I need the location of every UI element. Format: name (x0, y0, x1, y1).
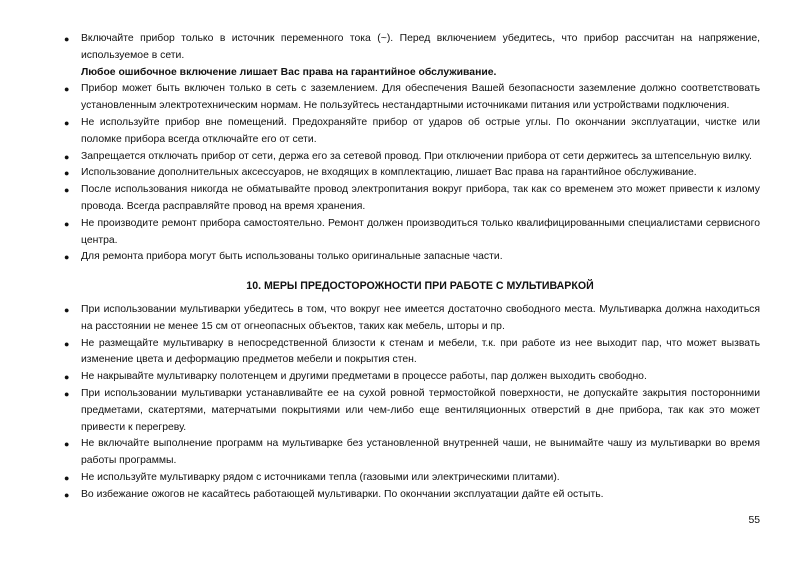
bullet-icon: ● (64, 84, 70, 95)
safety-list (0, 31, 800, 266)
bullet-icon: ● (64, 338, 70, 349)
section-heading: 10. МЕРЫ ПРЕДОСТОРОЖНОСТИ ПРИ РАБОТЕ С МУЛЬТИВАРКОЙ (246, 280, 594, 292)
bullet-icon: ● (64, 117, 70, 128)
list-item-text: При использовании мультиварки убедитесь в том, что вокруг нее имеется достаточно свободного места. Мультиварка должна находиться на расстоянии не менее 15 см от огнеопасных объектов, таких как мебель, шторы и пр. (81, 304, 760, 332)
bullet-icon: ● (64, 388, 70, 399)
bullet-icon: ● (64, 305, 70, 315)
list-item (0, 115, 800, 149)
list-item-text: Не используйте прибор вне помещений. Предохраняйте прибор от ударов об острые углы. По окончании эксплуатации, чистке или поломке прибора всегда отключайте его от сети. (81, 116, 760, 145)
list-item (0, 487, 800, 504)
list-item-text: Не размещайте мультиварку в непосредственной близости к стенам и мебели, т.к. при работе из нее выходит пар, что может вызвать изменение цвета и деформацию предметов мебели и покрытия стен. (81, 337, 760, 366)
list-item-text: После использования никогда не обматывайте провод электропитания вокруг прибора, так как со временем это может привести к излому провода. Всегда расправляйте провод на время хранения. (81, 184, 760, 212)
list-item (0, 31, 800, 81)
bullet-icon: ● (64, 185, 70, 196)
list-item-text: Не включайте выполнение программ на мультиварке без установленной внутренней чаши, не вынимайте чашу из мультиварки во время работы программы. (81, 438, 760, 467)
list-item-text: Для ремонта прибора могут быть использованы только оригинальные запасные части. (81, 251, 503, 263)
list-item (0, 436, 800, 470)
bullet-icon: ● (64, 252, 70, 263)
warranty-note: Любое ошибочное включение лишает Вас права на гарантийное обслуживание. (81, 66, 497, 78)
list-item-text: Не накрывайте мультиварку полотенцем и другими предметами в процессе работы, пар должен выходить свободно. (81, 371, 647, 383)
list-item (0, 470, 800, 487)
list-item (0, 302, 800, 336)
list-item (0, 165, 800, 182)
bullet-icon: ● (64, 34, 70, 44)
bullet-icon: ● (64, 151, 70, 162)
list-item (0, 182, 800, 216)
list-item-text: Прибор может быть включен только в сеть с заземлением. Для обеспечения Вашей безопасности заземление должно соответствовать установленным электротехническим нормам. Не пользуйтесь нестандартными источниками питания или устройствами подключения. (81, 83, 760, 112)
bullet-icon: ● (64, 218, 70, 229)
bullet-icon: ● (64, 168, 70, 179)
list-item-text: Включайте прибор только в источник переменного тока (~). Перед включением убедитесь, что прибор рассчитан на напряжение, используемое в сети. (81, 33, 760, 61)
page-number: 55 (748, 515, 760, 526)
bullet-icon: ● (64, 439, 70, 450)
list-item-text: Не производите ремонт прибора самостоятельно. Ремонт должен производиться только квалифицированными специалистами сервисного центра. (81, 217, 760, 246)
list-item (0, 81, 800, 115)
list-item-text: Использование дополнительных аксессуаров, не входящих в комплектацию, лишает Вас права на гарантийное обслуживание. (81, 167, 697, 179)
list-item (0, 249, 800, 266)
multicooker-precautions-list (0, 302, 800, 504)
list-item-text: При использовании мультиварки устанавливайте ее на сухой ровной термостойкой поверхности, не допускайте закрытия посторонними предметами, скатертями, матерчатыми покрытиями или чем-либо еще вентиляционных отверстий в дне прибора, так как это может привести к перегреву. (81, 387, 760, 433)
list-item (0, 369, 800, 386)
bullet-icon: ● (64, 372, 70, 383)
list-item-text: Во избежание ожогов не касайтесь работающей мультиварки. По окончании эксплуатации дайте ей остыть. (81, 488, 604, 500)
list-item (0, 216, 800, 250)
bullet-icon: ● (64, 489, 70, 500)
list-item (0, 149, 800, 166)
list-item-text: Запрещается отключать прибор от сети, держа его за сетевой провод. При отключении прибора от сети держитесь за штепсельную вилку. (81, 150, 752, 162)
list-item-text: Не используйте мультиварку рядом с источниками тепла (газовыми или электрическими плитами). (81, 471, 560, 483)
list-item (0, 336, 800, 370)
bullet-icon: ● (64, 472, 70, 483)
list-item (0, 386, 800, 436)
